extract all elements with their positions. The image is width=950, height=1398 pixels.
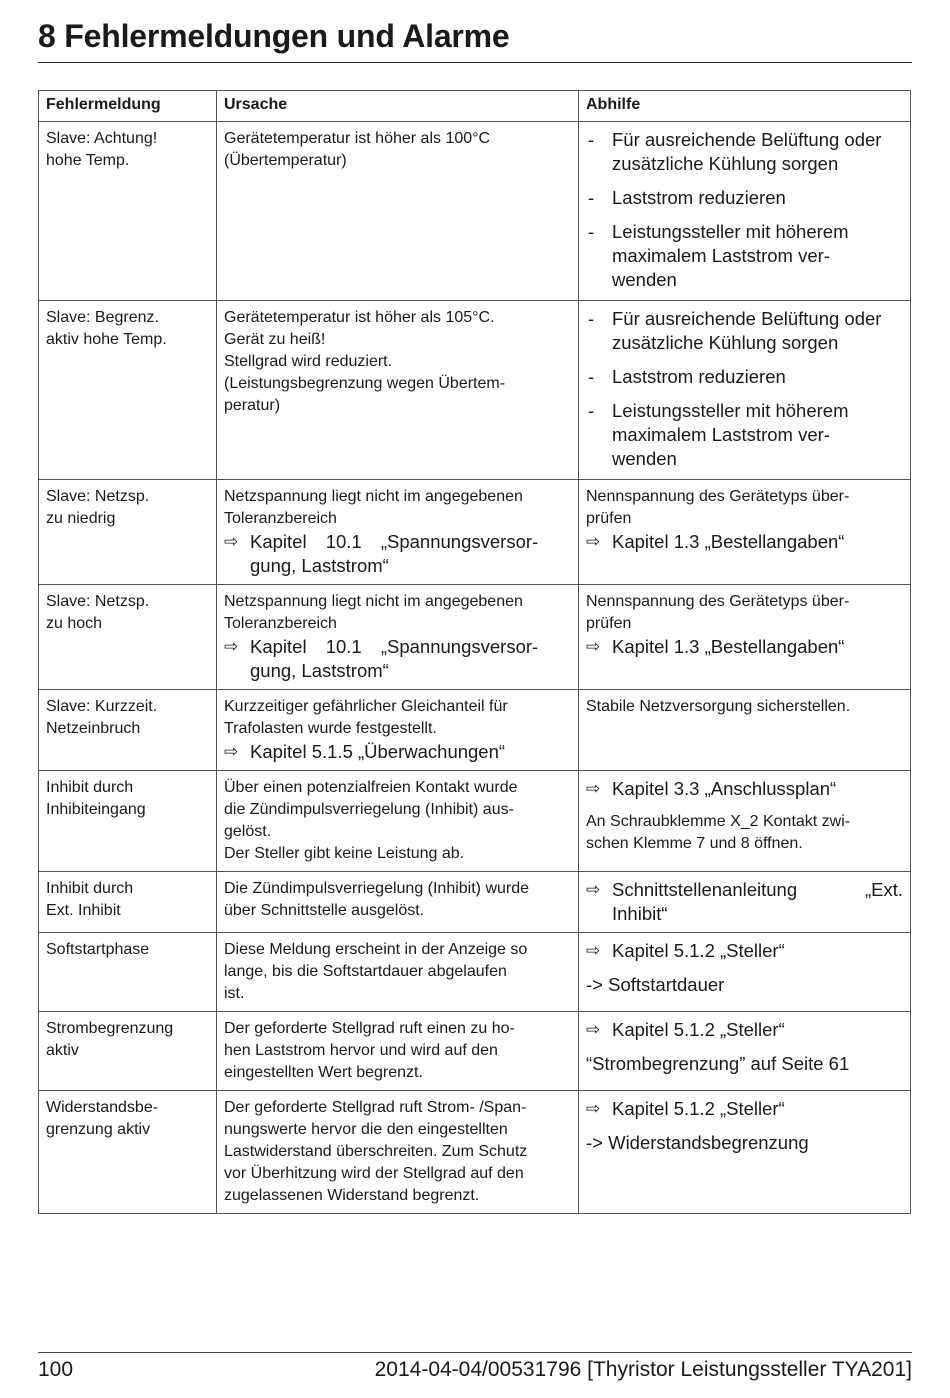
document-reference: 2014-04-04/00531796 [Thyristor Leistungssteller TYA201]	[374, 1358, 912, 1381]
dash-bullet: -	[588, 366, 595, 387]
cause-line: lange, bis die Softstartdauer abgelaufen	[224, 963, 507, 980]
reference-arrow-icon: ⇨	[586, 1020, 601, 1039]
reference-line: Kapitel 1.3 „Bestellangaben“	[612, 636, 845, 657]
remedy-reference	[586, 939, 903, 963]
message-line: aktiv hohe Temp.	[46, 331, 167, 348]
cause-cell	[217, 585, 579, 690]
remedy-line: wenden	[612, 448, 677, 469]
remedy-line: Nennspannung des Gerätetyps über-	[586, 593, 850, 610]
cause-line: eingestellten Wert begrenzt.	[224, 1064, 423, 1081]
message-cell	[39, 690, 217, 771]
remedy-line: zusätzliche Kühlung sorgen	[612, 332, 839, 353]
remedy-line: -> Softstartdauer	[586, 974, 725, 995]
reference-line: Kapitel 3.3 „Anschlussplan“	[612, 778, 837, 799]
cause-line: Netzspannung liegt nicht im angegebenen	[224, 488, 523, 505]
title-divider	[38, 62, 912, 63]
reference-arrow-icon: ⇨	[586, 941, 601, 960]
remedy-reference	[586, 878, 903, 926]
message-line: aktiv	[46, 1042, 79, 1059]
remedy-reference	[586, 1018, 903, 1042]
reference-line: Kapitel 5.1.2 „Steller“	[612, 1019, 785, 1040]
remedy-reference	[586, 1097, 903, 1121]
cause-line: Die Zündimpulsverriegelung (Inhibit) wurde	[224, 880, 530, 897]
reference-line: Kapitel 10.1 „Spannungsversor-	[250, 636, 539, 657]
remedy-line: Stabile Netzversorgung sicherstellen.	[586, 698, 851, 715]
reference-word: Schnittstellenanleitung	[612, 879, 798, 900]
reference-word: „Ext.	[864, 879, 903, 900]
remedy-line: “Strombegrenzung” auf Seite 61	[586, 1053, 850, 1074]
message-line: Slave: Kurzzeit.	[46, 698, 158, 715]
remedy-line: wenden	[612, 269, 677, 290]
cause-cell	[217, 122, 579, 301]
cause-line: Toleranzbereich	[224, 510, 337, 527]
message-line: zu hoch	[46, 615, 103, 632]
remedy-line: Laststrom reduzieren	[612, 187, 786, 208]
remedy-cell	[579, 301, 911, 480]
cause-line: nungswerte hervor die den eingestellten	[224, 1121, 508, 1138]
remedy-item	[586, 365, 903, 389]
remedy-line: zusätzliche Kühlung sorgen	[612, 153, 839, 174]
remedy-cell	[579, 933, 911, 1012]
remedy-line: Leistungssteller mit höherem	[612, 400, 849, 421]
message-line: hohe Temp.	[46, 152, 130, 169]
remedy-line: An Schraubklemme X_2 Kontakt zwi-	[586, 813, 851, 830]
message-line: Slave: Achtung!	[46, 130, 158, 147]
remedy-line: -> Widerstandsbegrenzung	[586, 1132, 809, 1153]
cause-line: Lastwiderstand überschreiten. Zum Schutz	[224, 1143, 528, 1160]
page-number: 100	[38, 1358, 74, 1381]
table-row	[39, 122, 911, 301]
reference-line: Kapitel 1.3 „Bestellangaben“	[612, 531, 845, 552]
cause-line: peratur)	[224, 397, 281, 414]
remedy-cell	[579, 585, 911, 690]
cause-line: Gerät zu heiß!	[224, 331, 326, 348]
remedy-line: Für ausreichende Belüftung oder	[612, 129, 882, 150]
message-line: Widerstandsbe-	[46, 1099, 159, 1116]
reference-arrow-icon: ⇨	[586, 779, 601, 798]
message-cell	[39, 585, 217, 690]
table-header-row	[39, 91, 911, 122]
cause-line: hen Laststrom hervor und wird auf den	[224, 1042, 498, 1059]
table-row	[39, 1091, 911, 1214]
message-cell	[39, 872, 217, 933]
cause-line: Über einen potenzialfreien Kontakt wurde	[224, 779, 518, 796]
cause-line: Netzspannung liegt nicht im angegebenen	[224, 593, 523, 610]
reference-arrow-icon: ⇨	[224, 532, 239, 551]
cause-cell	[217, 1012, 579, 1091]
reference-line: gung, Laststrom“	[250, 555, 389, 576]
remedy-item	[586, 399, 903, 471]
table-row	[39, 585, 911, 690]
dash-bullet: -	[588, 308, 595, 329]
cause-cell	[217, 933, 579, 1012]
reference-arrow-icon: ⇨	[224, 742, 239, 761]
table-row	[39, 872, 911, 933]
message-cell	[39, 301, 217, 480]
cause-cell	[217, 771, 579, 872]
remedy-line: Für ausreichende Belüftung oder	[612, 308, 882, 329]
remedy-line: prüfen	[586, 510, 632, 527]
message-line: Inhibiteingang	[46, 801, 146, 818]
table-row	[39, 771, 911, 872]
table-row	[39, 1012, 911, 1091]
cause-cell	[217, 301, 579, 480]
message-line: zu niedrig	[46, 510, 116, 527]
dash-bullet: -	[588, 400, 595, 421]
remedy-item	[586, 307, 903, 355]
reference-line: Kapitel 10.1 „Spannungsversor-	[250, 531, 539, 552]
table-row	[39, 690, 911, 771]
cause-line: über Schnittstelle ausgelöst.	[224, 902, 425, 919]
cause-line: Toleranzbereich	[224, 615, 337, 632]
cause-cell	[217, 872, 579, 933]
cause-line: Der geforderte Stellgrad ruft einen zu ho-	[224, 1020, 515, 1037]
reference-arrow-icon: ⇨	[224, 637, 239, 656]
cause-line: Kurzzeitiger gefährlicher Gleichanteil für	[224, 698, 508, 715]
reference-line: Kapitel 5.1.5 „Überwachungen“	[250, 741, 506, 762]
cause-line: Gerätetemperatur ist höher als 100°C	[224, 130, 491, 147]
cause-line: die Zündimpulsverriegelung (Inhibit) aus-	[224, 801, 514, 818]
cause-line: Diese Meldung erscheint in der Anzeige so	[224, 941, 528, 958]
cause-line: (Übertemperatur)	[224, 152, 347, 169]
cause-line: Der geforderte Stellgrad ruft Strom- /Span-	[224, 1099, 527, 1116]
cause-reference	[224, 740, 571, 764]
footer-divider	[38, 1352, 912, 1353]
message-cell	[39, 1012, 217, 1091]
cause-line: ist.	[224, 985, 245, 1002]
cause-line: gelöst.	[224, 823, 272, 840]
reference-arrow-icon: ⇨	[586, 637, 601, 656]
cause-line: (Leistungsbegrenzung wegen Übertem-	[224, 375, 506, 392]
dash-bullet: -	[588, 187, 595, 208]
reference-arrow-icon: ⇨	[586, 880, 601, 899]
reference-line: Inhibit“	[612, 903, 668, 924]
remedy-reference	[586, 635, 903, 659]
cause-reference	[224, 635, 571, 683]
remedy-cell	[579, 1091, 911, 1214]
remedy-line: Nennspannung des Gerätetyps über-	[586, 488, 850, 505]
dash-bullet: -	[588, 221, 595, 242]
page-title: 8 Fehlermeldungen und Alarme	[38, 18, 510, 54]
cause-line: Der Steller gibt keine Leistung ab.	[224, 845, 465, 862]
table-row	[39, 301, 911, 480]
column-header-remedy: Abhilfe	[579, 91, 911, 122]
message-line: Strombegrenzung	[46, 1020, 174, 1037]
cause-cell	[217, 480, 579, 585]
table-row	[39, 933, 911, 1012]
remedy-line: Leistungssteller mit höherem	[612, 221, 849, 242]
cause-line: Gerätetemperatur ist höher als 105°C.	[224, 309, 495, 326]
remedy-line: maximalem Laststrom ver-	[612, 245, 830, 266]
reference-line: gung, Laststrom“	[250, 660, 389, 681]
reference-arrow-icon: ⇨	[586, 1099, 601, 1118]
remedy-line: prüfen	[586, 615, 632, 632]
cause-line: zugelassenen Widerstand begrenzt.	[224, 1187, 480, 1204]
column-header-message: Fehlermeldung	[39, 91, 217, 122]
error-table	[38, 90, 911, 1214]
table-row	[39, 480, 911, 585]
remedy-cell	[579, 690, 911, 771]
remedy-cell	[579, 480, 911, 585]
remedy-item	[586, 186, 903, 210]
message-cell	[39, 933, 217, 1012]
cause-reference	[224, 530, 571, 578]
remedy-item	[586, 220, 903, 292]
remedy-line: schen Klemme 7 und 8 öffnen.	[586, 835, 803, 852]
reference-line: Kapitel 5.1.2 „Steller“	[612, 1098, 785, 1119]
column-header-cause: Ursache	[217, 91, 579, 122]
remedy-cell	[579, 122, 911, 301]
remedy-item	[586, 128, 903, 176]
cause-cell	[217, 690, 579, 771]
message-cell	[39, 1091, 217, 1214]
message-line: Slave: Netzsp.	[46, 593, 150, 610]
message-line: Inhibit durch	[46, 880, 134, 897]
message-line: Slave: Begrenz.	[46, 309, 159, 326]
cause-line: vor Überhitzung wird der Stellgrad auf den	[224, 1165, 524, 1182]
remedy-reference	[586, 777, 903, 801]
remedy-line: maximalem Laststrom ver-	[612, 424, 830, 445]
remedy-cell	[579, 771, 911, 872]
message-cell	[39, 122, 217, 301]
message-line: grenzung aktiv	[46, 1121, 151, 1138]
cause-cell	[217, 1091, 579, 1214]
message-line: Ext. Inhibit	[46, 902, 121, 919]
message-line: Netzeinbruch	[46, 720, 141, 737]
reference-line	[612, 878, 903, 902]
message-line: Softstartphase	[46, 941, 150, 958]
message-line: Inhibit durch	[46, 779, 134, 796]
reference-line: Kapitel 5.1.2 „Steller“	[612, 940, 785, 961]
remedy-cell	[579, 872, 911, 933]
remedy-line: Laststrom reduzieren	[612, 366, 786, 387]
message-cell	[39, 771, 217, 872]
reference-arrow-icon: ⇨	[586, 532, 601, 551]
remedy-reference	[586, 530, 903, 554]
message-line: Slave: Netzsp.	[46, 488, 150, 505]
cause-line: Stellgrad wird reduziert.	[224, 353, 393, 370]
dash-bullet: -	[588, 129, 595, 150]
cause-line: Trafolasten wurde festgestellt.	[224, 720, 437, 737]
message-cell	[39, 480, 217, 585]
remedy-cell	[579, 1012, 911, 1091]
